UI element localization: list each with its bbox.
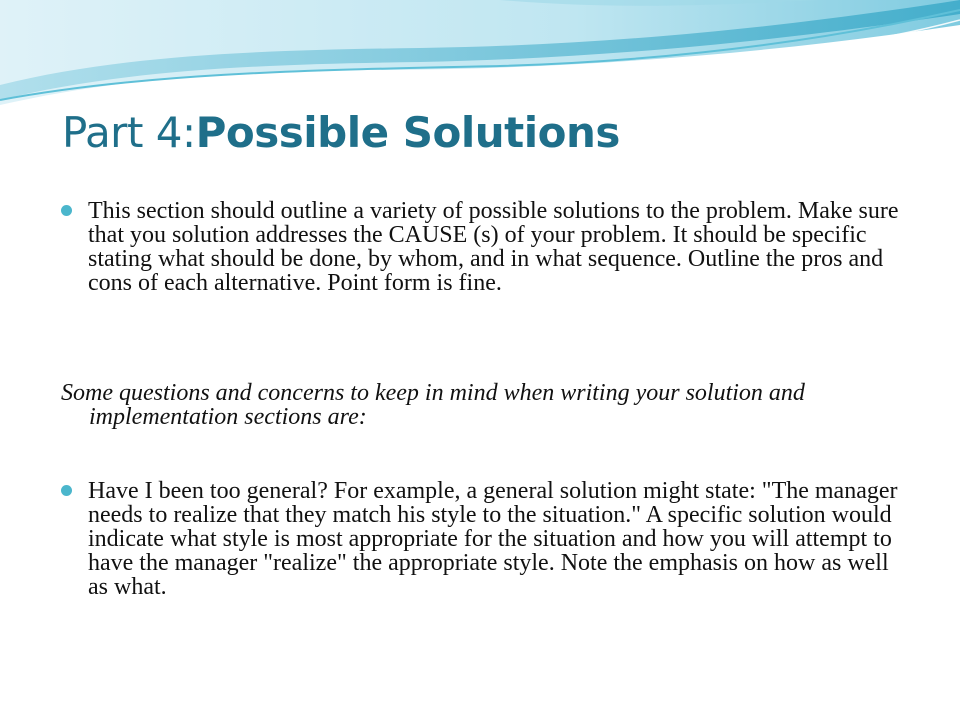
bullet-item-section-outline: [88, 199, 908, 295]
bullet-text: This section should outline a variety of possible solutions to the problem. Make sure that you solution addresses the CAUSE (s) of your problem. It should be specific stating what should be done, by whom, and in what sequence. Outline the pros and cons of each alternative. Point form is fine.: [88, 198, 899, 296]
slide-title: [62, 108, 620, 157]
title-prefix: Part 4:: [62, 108, 196, 157]
bullet-item-generality-check: [88, 479, 908, 599]
bullet-text: Have I been too general? For example, a general solution might state: "The manager needs to realize that they match his style to the situation." A specific solution would indicate what style is most appropriate for the situation and how you will attempt to have the manager "realize" the appropriate style. Note the emphasis on how as well as what.: [88, 478, 898, 600]
bullet-dot-icon: [61, 485, 72, 496]
title-emphasis: Possible Solutions: [195, 108, 620, 157]
header-wave-decoration: [0, 0, 960, 120]
questions-note: Some questions and concerns to keep in mind when writing your solution and implementation sections are:: [61, 380, 805, 430]
bullet-dot-icon: [61, 205, 72, 216]
